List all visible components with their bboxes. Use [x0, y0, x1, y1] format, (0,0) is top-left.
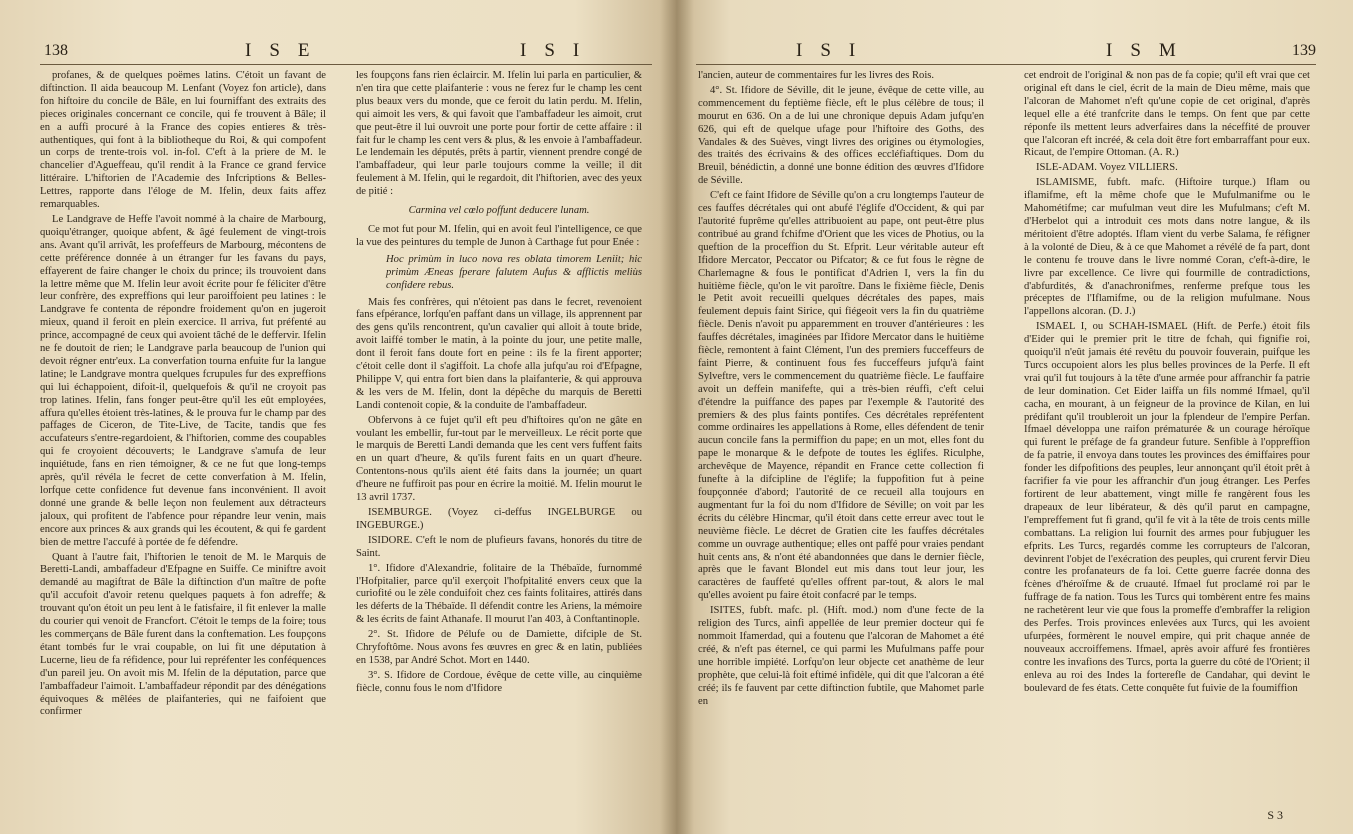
paragraph: profanes, & de quelques poëmes latins. C'étoit un favant de diftinction. Il aida beaucoup M. Lenfant (Voyez fon article), dans fon hiftoire du concile de Bâle, en lui fourniffant des extraits des pieces originales concernant ce concile, qui fe trouvent à Bâle; il en a auffi procuré à la France des copies entieres & très-authentiques, qui font à la bibliotheque du Roi, & qui compofent un corps de trente-trois vol. in-fol. C'eft à la priere de M. le chancelier d'Agueffeau, qu'il rendit à la France ce grand fervice littéraire. L'hiftorien de l'Academie des Infcriptions & Belles-Lettres, rapporte dans l'éloge de M. Ifelin, deux faits affez remarquables. — [40, 70, 326, 211]
paragraph: cet endroit de l'original & non pas de fa copie; qu'il eft vrai que cet original eft dans le ciel, écrit de la main de Dieu même, mais que l'alcoran de Mahomet n'eft qu'une copie de cet original, d'après lequel elle a été tranfcrite dans le temps. On fent que par cette réponfe ils mettent leurs adverfaires dans la néceffité de prouver que l'alcoran eft incréé, & cela doit être fort embarraffant pour eux. Ricaut, de l'empire Ottoman. (A. R.) — [1024, 70, 1310, 159]
right-column-1 — [698, 70, 984, 822]
left-page-number: 138 — [44, 42, 68, 59]
paragraph: Mais fes confrères, qui n'étoient pas dans le fecret, revenoient fans efpérance, lorfqu'en paffant dans un village, ils apprennent par des gens qu'ils rencontrent, qu'un cavalier qui alloit à toute bride, avoit laiffé tomber le matin, à la pointe du jour, une petite malle, dont il feroit fans doute fort en peine : ils fe la firent apporter; c'étoit celle dont il s'agiffoit. La chofe alla jufqu'au roi d'Efpagne, Philippe V, qui entra fort bien dans la plaifanterie, & qui approuva & les vers de M. Ifelin, dont la dépêche du marquis de Beretti Landi contenoit copie, & la conduite de l'ambaffadeur. — [356, 296, 642, 411]
book-gutter — [660, 0, 694, 834]
left-header-rule — [40, 64, 652, 65]
paragraph: ISLE-ADAM. Voyez VILLIERS. — [1036, 162, 1178, 174]
right-running-head: ISM — [1106, 40, 1194, 61]
paragraph: ISLAMISME, fubft. mafc. (Hiftoire turque.) Iflam ou iflamifme, eft la même chofe que le Mufulmanifme ou le Mahométifme; car mufulman veut dire les Mufulmans; c'eft M. d'Herbelot qui a introduit ces mots dans notre langue, & ils méritoient d'être adoptés. Iflam vient du verbe Salama, fe réfigner à la volonté de Dieu, & à ce que Mahomet a révélé de fa part, dont le contenu fe trouve dans le livre nommé Coran, c'eft-à-dire, le livre par excellence. Ce livre qui fourmille de contradictions, d'abfurdités, & d'anachronifmes, renferme prefque tous les préceptes de l'Iflamifme, ou de la religion mufulmane. Nous l'appellons alcoran. (D. J.) — [1024, 177, 1310, 318]
left-column-1 — [40, 70, 326, 822]
paragraph: Ce mot fut pour M. Ifelin, qui en avoit feul l'intelligence, ce que la vue des peintures du temple de Junon à Carthage fut pour Enée : — [356, 223, 642, 248]
paragraph: 1°. Ifidore d'Alexandrie, folitaire de la Thébaïde, furnommé l'Hofpitalier, parce qu'il exerçoit l'hofpitalité envers ceux que la curiofité ou le zèle conduifoit chez ces faints folitaires, attirés dans les déferts de la Thébaïde. Il défendit contre les Ariens, la mémoire & les écrits de faint Athanafe. Il mourut l'an 403, à Conftantinople. — [356, 562, 642, 626]
right-running-head-left: ISI — [796, 40, 874, 61]
paragraph: ISMAEL I, ou SCHAH-ISMAEL (Hift. de Perfe.) étoit fils d'Eider qui le premier prit le titre de fchah, qui fignifie roi, quoiqu'il n'eût jamais été revêtu du pouvoir fouverain, puifque les Turcs occupoient alors les plus belles provinces de la Perfe. Il eft vrai qu'il fut toujours à la tête d'une armée pour affranchir fa patrie de leur domination. Cet Eider laiffa un fils nommé Ifmael, qu'il cacha, en mourant, à un feigneur de la province de Kilan, en lui prédifant qu'il troubleroit un jour la fplendeur de l'empire Perfan. Ifmael développa une raifon prématurée & un courage héroïque qui furent le préfage de fa grandeur future. Senfible à l'oppreffion de fa patrie, il envoya dans toutes les provinces des émiffaires pour fonder les difpofitions des peuples, leur annonçant qu'il étoit prêt à facrifier fa vie pour les affranchir d'un joug étranger. Les Perfes fortirent de leur abattement, vingt mille fe rangèrent fous les drapeaux de leur libérateur, & dès qu'il parut en campagne, l'empreffement fut fi grand, qu'il fe vit à la tête de trois cents mille combattans. La religion lui fournit des armes pour fubjuguer les efprits. Les Turcs, regardés comme les corrupteurs de l'alcoran, devinrent l'objet de l'exécration des peuples, qui crurent fervir Dieu contre les profanateurs de fa loi. Cette guerre facrée donna des fcènes d'héroïfme & de cruauté. Ifmael fut proclamé roi par le fuffrage de fa nation. Tous les Turcs qui tombèrent entre fes mains ne rachetèrent leur vie que fous la promeffe d'embraffer la religion des Perfes. Trois provinces enlevées aux Turcs, qui les avoient ufurpées, formèrent le nouvel empire, qui prit chaque année de nouveaux accroiffemens. Ifmael, après avoir affuré fes frontières contre les invafions des Turcs, porta la guerre du côté de l'Orient; il enleva au roi des Indes la forterefle de Candahar, qui devint le boulevard de fes états. Cette conquête fut fuivie de la foumiffion — [1024, 321, 1310, 694]
paragraph: Obfervons à ce fujet qu'il eft peu d'hiftoires qu'on ne gâte en voulant les embellir, fur-tout par le merveilleux. Le récit porte que le marquis de Beretti Landi demanda que les cent vers fuffent faits en un quart d'heure, & qu'ils furent faits en un quart d'heure. Contentons-nous qu'ils aient été faits dans la journée; un quart d'heure ne fuffiroit pas pour en écrire la moitié. M. Ifelin mourut le 13 avril 1737. — [356, 414, 642, 504]
paragraph: 2°. St. Ifidore de Pélufe ou de Damiette, difciple de St. Chryfoftôme. Nous avons fes œuvres en grec & en latin, publiées en 1538, par André Schot. Mort en 1440. — [356, 629, 642, 666]
paragraph: Carmina vel cœlo poffunt deducere lunam. — [408, 205, 590, 217]
left-column-2 — [356, 70, 642, 822]
paragraph: l'ancien, auteur de commentaires fur les livres des Rois. — [698, 70, 935, 81]
paragraph: Hoc primùm in luco nova res oblata timorem Leniit; hic primùm Æneas fperare falutem Aufus & afflictis meliùs confidere rebus. — [386, 253, 642, 291]
paragraph: ISIDORE. C'eft le nom de plufieurs favans, honorés du titre de Saint. — [356, 534, 642, 559]
right-column-2 — [1024, 70, 1310, 822]
paragraph: 4°. St. Ifidore de Séville, dit le jeune, évêque de cette ville, au commencement du feptième fiècle, eft le plus célèbre de tous; il mourut en 636. On a de lui une chronique depuis Adam jufqu'en 626, qui eft de quelque ufage pour l'hiftoire des Goths, des Vandales & des Suèves, vingt livres des origines ou étymologies, des traités des écrivains & des offices eccléfiaftiques. Dom du Breuil, bénédictin, a donné une bonne édition des œuvres d'Ifidore de Séville. — [698, 84, 984, 187]
paragraph: 3°. S. Ifidore de Cordoue, évêque de cette ville, au cinquième fiècle, connu fous le nom d'Ifidore — [356, 669, 642, 694]
paragraph: les foupçons fans rien éclaircir. M. Ifelin lui parla en particulier, & n'en tira que cette plaifanterie : vous ne ferez fur le champ les cent plus beaux vers du monde, que ce feroit du latin perdu. M. Ifelin, qui aimoit les vers, & qui favoit que l'ambaffadeur les aimoit, crut que peut-être il lui ouvroit une porte pour fortir de cette affaire : il fait fur le champ les cent vers & plus, & les envoie à l'ambaffadeur. Le lendemain les députés, prêts à partir, viennent prendre congé de l'ambaffadeur, qui leur parle toujours comme la veille; il dit feulement à M. Ifelin, qui le regardoit, dit l'hiftorien, avec des yeux de pitié : — [356, 70, 642, 198]
right-page-number: 139 — [1292, 42, 1316, 59]
paragraph: ISEMBURGE. (Voyez ci-deffus INGELBURGE ou INGEBURGE.) — [356, 507, 642, 531]
right-page — [676, 0, 1353, 834]
paragraph: ISITES, fubft. mafc. pl. (Hift. mod.) nom d'une fecte de la religion des Turcs, ainfi appellée de leur premier docteur qui fe nommoit Ifamerdad, qui a foutenu que l'alcoran de Mahomet a été créé, & n'eft pas éternel, ce qui parmi les Mufulmans paffe pour une horrible impiété. Lorfqu'on leur objecte cet anathème de leur prophète, que celui-là foit eftimé infidèle, qui dit que l'alcoran a été créé; ils fe fauvent par cette diftinction fubtile, que Mahomet parle en — [698, 605, 984, 707]
left-page — [0, 0, 676, 834]
signature-mark: S 3 — [1267, 808, 1283, 822]
left-running-head: ISE — [245, 40, 328, 61]
paragraph: Le Landgrave de Heffe l'avoit nommé à la chaire de Marbourg, quoiqu'étranger, quoique abfent, & âgé feulement de vingt-trois ans. Avant qu'il arrivât, les profeffeurs de Marbourg, mécontens de cette préférence donnée à un étranger fur les favans du pays, effayerent de faire changer le choix du prince; ils trouvoient dans la lettre même que M. Ifelin leur avoit écrite pour fe féliciter d'être leur confrère, des expreffions qui leur paroiffoient peu latines : le Landgrave fe contenta de répondre froidement qu'on en jugeroit mieux, quand il feroit en plein exercice. Il arriva, fut préfenté au prince, accompagné de ceux qui avoient tâché de le deffervir. Ifelin ne fe doutoit de rien; le Landgrave parla beaucoup de l'union qui devoit régner entr'eux. La converfation tourna enfuite fur la langue latine; le Landgrave montra quelques fcrupules fur des expreffions qui lui échappoient, difoit-il, quelquefois & qu'il ne croyoit pas trop latines. Ifelin, fans fonger peut-être qu'il les eût employées, affura qu'elles étoient très-latines, & le prouva fur le champ par des paffages de Ciceron, de Tite-Live, de Tacite, tandis que fes accufateurs s'entre-regardoient, & l'hiftorien, comme des coupables qui fe croyoient découverts; le Landgrave s'amufa de leur inquiétude, fans en rien témoigner, & ce ne fut que long-temps après, qu'il révéla le fecret de cette converfation à M. Ifelin, lorfque cette confidence fut devenue fans inconvénient. Il avoit donné une grande & belle leçon non feulement aux détracteurs jaloux, qui profitent de l'abfence pour répandre leur venin, mais encore aux princes & aux grands qui les écoutent, & qui fe gardent bien de mettre l'accufé à portée de fe défendre. — [40, 213, 326, 548]
right-header-rule — [696, 64, 1316, 65]
paragraph: C'eft ce faint Ifidore de Séville qu'on a cru longtemps l'auteur de ces fauffes décrétales qui ont abufé l'églife d'Occident, & qui par l'autorité fuprême qu'elles attribuoient au pape, ont peut-être plus contribué au grand fchifme d'Orient que les vices de Photius, ou la queftion de la proceffion du St. Efprit. Leur véritable auteur eft Ifidore Mercator, Peccator ou Pifcator; & ce fut fous le règne de Charlemagne & fous le pontificat d'Adrien I, vers la fin du huitième fiècle, qu'on le vit paroître. Dans le fixième fiècle, Denis le Petit avoit recueilli quelques décrétales des papes, mais feulement depuis faint Sirice, qui fiégeoit vers la fin du quatrième fiècle. Denis n'avoit pu apparemment en trouver d'antérieures : les fauffes décrétales, imaginées par Ifidore Mercator dans le huitième fiècle, remontent à faint Clément, l'un des premiers fucceffeurs de faint Pierre, & continuent fous fes fucceffeurs jufqu'à faint Sylveftre, vers le commencement du quatrième fiècle. Le fauffaire avoit un deffein manifefte, qui a très-bien réuffi, c'eft celui d'étendre la puiffance des papes par l'exemple & l'autorité des premiers & des plus faints pontifes. Ces décrétales repréfentent comme ordinaires les appellations à Rome, elles défendent de tenir aucun concile fans la permiffion du pape; en un mot, elles font du pape le monarque & le defpote de toutes les églifes. Riculphe, archevêque de Mayence, répandit en France cette collection fi funefte à la difcipline de l'églife; la fuppofition fut à peine foupçonnée d'abord; l'autorité de ce recueil alla toujours en augmentant fur la foi du nom d'Ifidore de Séville; on voit par les écrits du célèbre Hincmar, qu'il étoit dans cette erreur avec tout le neuvième fiècle. Le décret de Gratien cite les fauffes décrétales comme un ouvrage authentique; elles ont paffé pour vraies pendant huit cents ans, & n'ont été abandonnées que dans le dernier fiècle, après que le favant Blondel eut mis dans tout leur jour, les caractères de fauffeté qu'elles offrent par-tout, & alors le mal qu'elles avoient pu faire étoit confacré par le temps. — [698, 190, 984, 602]
paragraph: Quant à l'autre fait, l'hiftorien le tenoit de M. le Marquis de Beretti-Landi, ambaffadeur d'Efpagne en Suiffe. Ce miniftre avoit demandé au magiftrat de Bâle la diftinction d'un maître de pofte qu'il accufoit d'avoir retenu quelques paquets à fon adreffe; & trouvant qu'on étoit un peu lent à le fatisfaire, il fit enlever la malle du courier qui venoit de Francfort. C'étoit le temps de la foire; tous les commerçans de Bâle furent dans la conftemation. Les foupçons étant tombés fur le vrai coupable, on lui fit une députation à Lucerne, lieu de fa réfidence, pour lui repréfenter les conféquences d'un pareil jeu. On avoit mis M. Ifelin de la députation, parce que l'ambaffadeur l'aimoit. L'ambaffadeur répondit par des dénégations équivoques & mêlées de plaifanteries, qui ne faifoient que confirmer — [40, 551, 326, 718]
left-running-head-right: ISI — [520, 40, 598, 61]
